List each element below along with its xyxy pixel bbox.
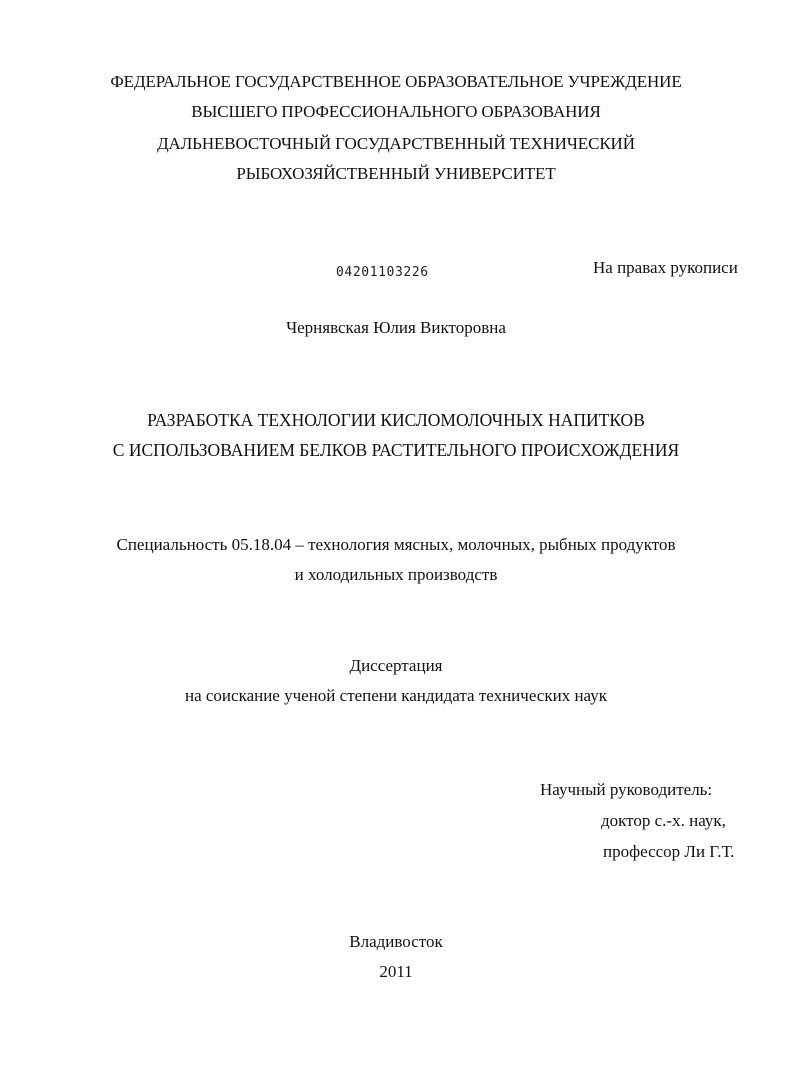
dissertation-line-1: Диссертация bbox=[349, 656, 443, 675]
supervisor-degree: доктор с.-х. наук, bbox=[601, 811, 726, 830]
author-name: Чернявская Юлия Викторовна bbox=[286, 318, 506, 337]
city: Владивосток bbox=[349, 932, 443, 951]
manuscript-rights: На правах рукописи bbox=[593, 258, 738, 277]
thesis-title-line-1: РАЗРАБОТКА ТЕХНОЛОГИИ КИСЛОМОЛОЧНЫХ НАПИТКОВ bbox=[147, 410, 645, 430]
supervisor-name: профессор Ли Г.Т. bbox=[603, 842, 735, 861]
institution-line-2: ВЫСШЕГО ПРОФЕССИОНАЛЬНОГО ОБРАЗОВАНИЯ bbox=[191, 102, 601, 121]
specialty-line-2: и холодильных производств bbox=[294, 565, 498, 584]
year: 2011 bbox=[379, 962, 413, 981]
institution-line-4: РЫБОХОЗЯЙСТВЕННЫЙ УНИВЕРСИТЕТ bbox=[236, 164, 556, 183]
supervisor-label: Научный руководитель: bbox=[540, 780, 713, 799]
institution-line-3: ДАЛЬНЕВОСТОЧНЫЙ ГОСУДАРСТВЕННЫЙ ТЕХНИЧЕСКИЙ bbox=[157, 134, 635, 153]
specialty-line-1: Специальность 05.18.04 – технология мясных, молочных, рыбных продуктов bbox=[116, 535, 676, 554]
thesis-title-line-2: С ИСПОЛЬЗОВАНИЕМ БЕЛКОВ РАСТИТЕЛЬНОГО ПРОИСХОЖДЕНИЯ bbox=[112, 440, 680, 460]
institution-line-1: ФЕДЕРАЛЬНОЕ ГОСУДАРСТВЕННОЕ ОБРАЗОВАТЕЛЬНОЕ УЧРЕЖДЕНИЕ bbox=[110, 72, 682, 91]
archive-number: 04201103226 bbox=[336, 265, 429, 280]
dissertation-line-2: на соискание ученой степени кандидата технических наук bbox=[184, 686, 607, 705]
